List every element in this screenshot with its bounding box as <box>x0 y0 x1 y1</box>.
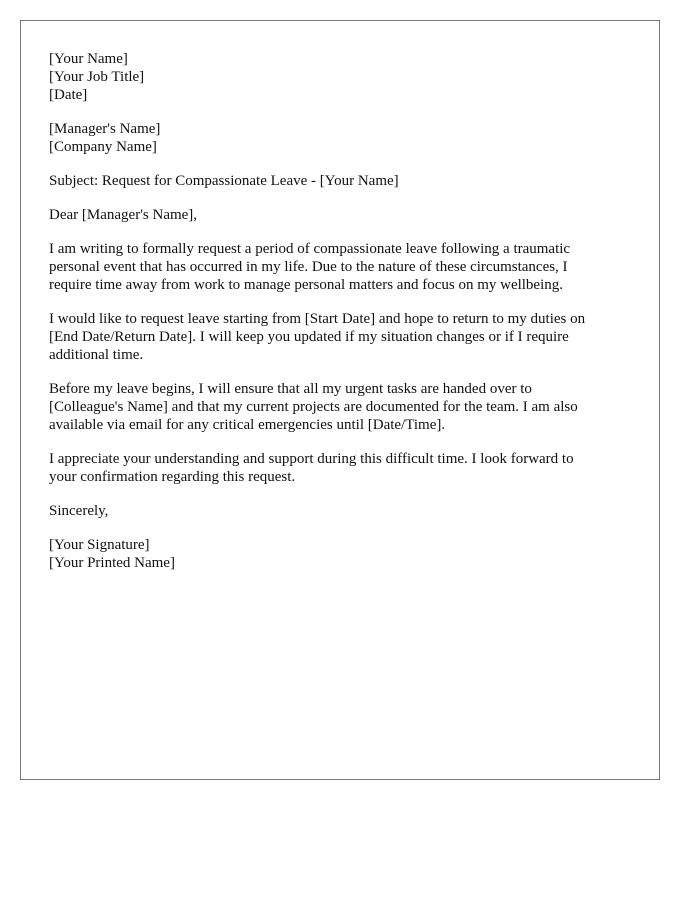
body-line: [End Date/Return Date]. I will keep you updated if my situation changes or if I require <box>49 329 569 345</box>
body-line: [Colleague's Name] and that my current projects are documented for the team. I am also <box>49 399 578 415</box>
body-line: I am writing to formally request a period of compassionate leave following a traumatic <box>49 241 571 257</box>
body-paragraph-2 <box>49 310 631 364</box>
printed-name: [Your Printed Name] <box>49 555 175 571</box>
recipient-block <box>49 120 631 156</box>
salutation: Dear [Manager's Name], <box>49 207 198 223</box>
manager-name: [Manager's Name] <box>49 121 161 137</box>
signature-placeholder: [Your Signature] <box>49 537 150 553</box>
closing: Sincerely, <box>49 503 109 519</box>
body-line: require time away from work to manage personal matters and focus on my wellbeing. <box>49 277 564 293</box>
sender-job-title: [Your Job Title] <box>49 69 145 85</box>
body-line: available via email for any critical emergencies until [Date/Time]. <box>49 417 446 433</box>
body-line: personal event that has occurred in my life. Due to the nature of these circumstances, I <box>49 259 568 275</box>
sender-name: [Your Name] <box>49 51 128 67</box>
body-line: additional time. <box>49 347 144 363</box>
sender-block <box>49 50 631 104</box>
body-line: I appreciate your understanding and support during this difficult time. I look forward to <box>49 451 574 467</box>
signature-block <box>49 536 631 572</box>
company-name: [Company Name] <box>49 139 157 155</box>
subject-line: Subject: Request for Compassionate Leave - [Your Name] <box>49 173 399 189</box>
body-paragraph-3 <box>49 380 631 434</box>
body-paragraph-1 <box>49 240 631 294</box>
body-line: I would like to request leave starting from [Start Date] and hope to return to my duties on <box>49 311 586 327</box>
letter-date: [Date] <box>49 87 88 103</box>
body-line: Before my leave begins, I will ensure that all my urgent tasks are handed over to <box>49 381 532 397</box>
letter-page <box>20 20 660 780</box>
body-paragraph-4 <box>49 450 631 486</box>
body-line: your confirmation regarding this request. <box>49 469 296 485</box>
